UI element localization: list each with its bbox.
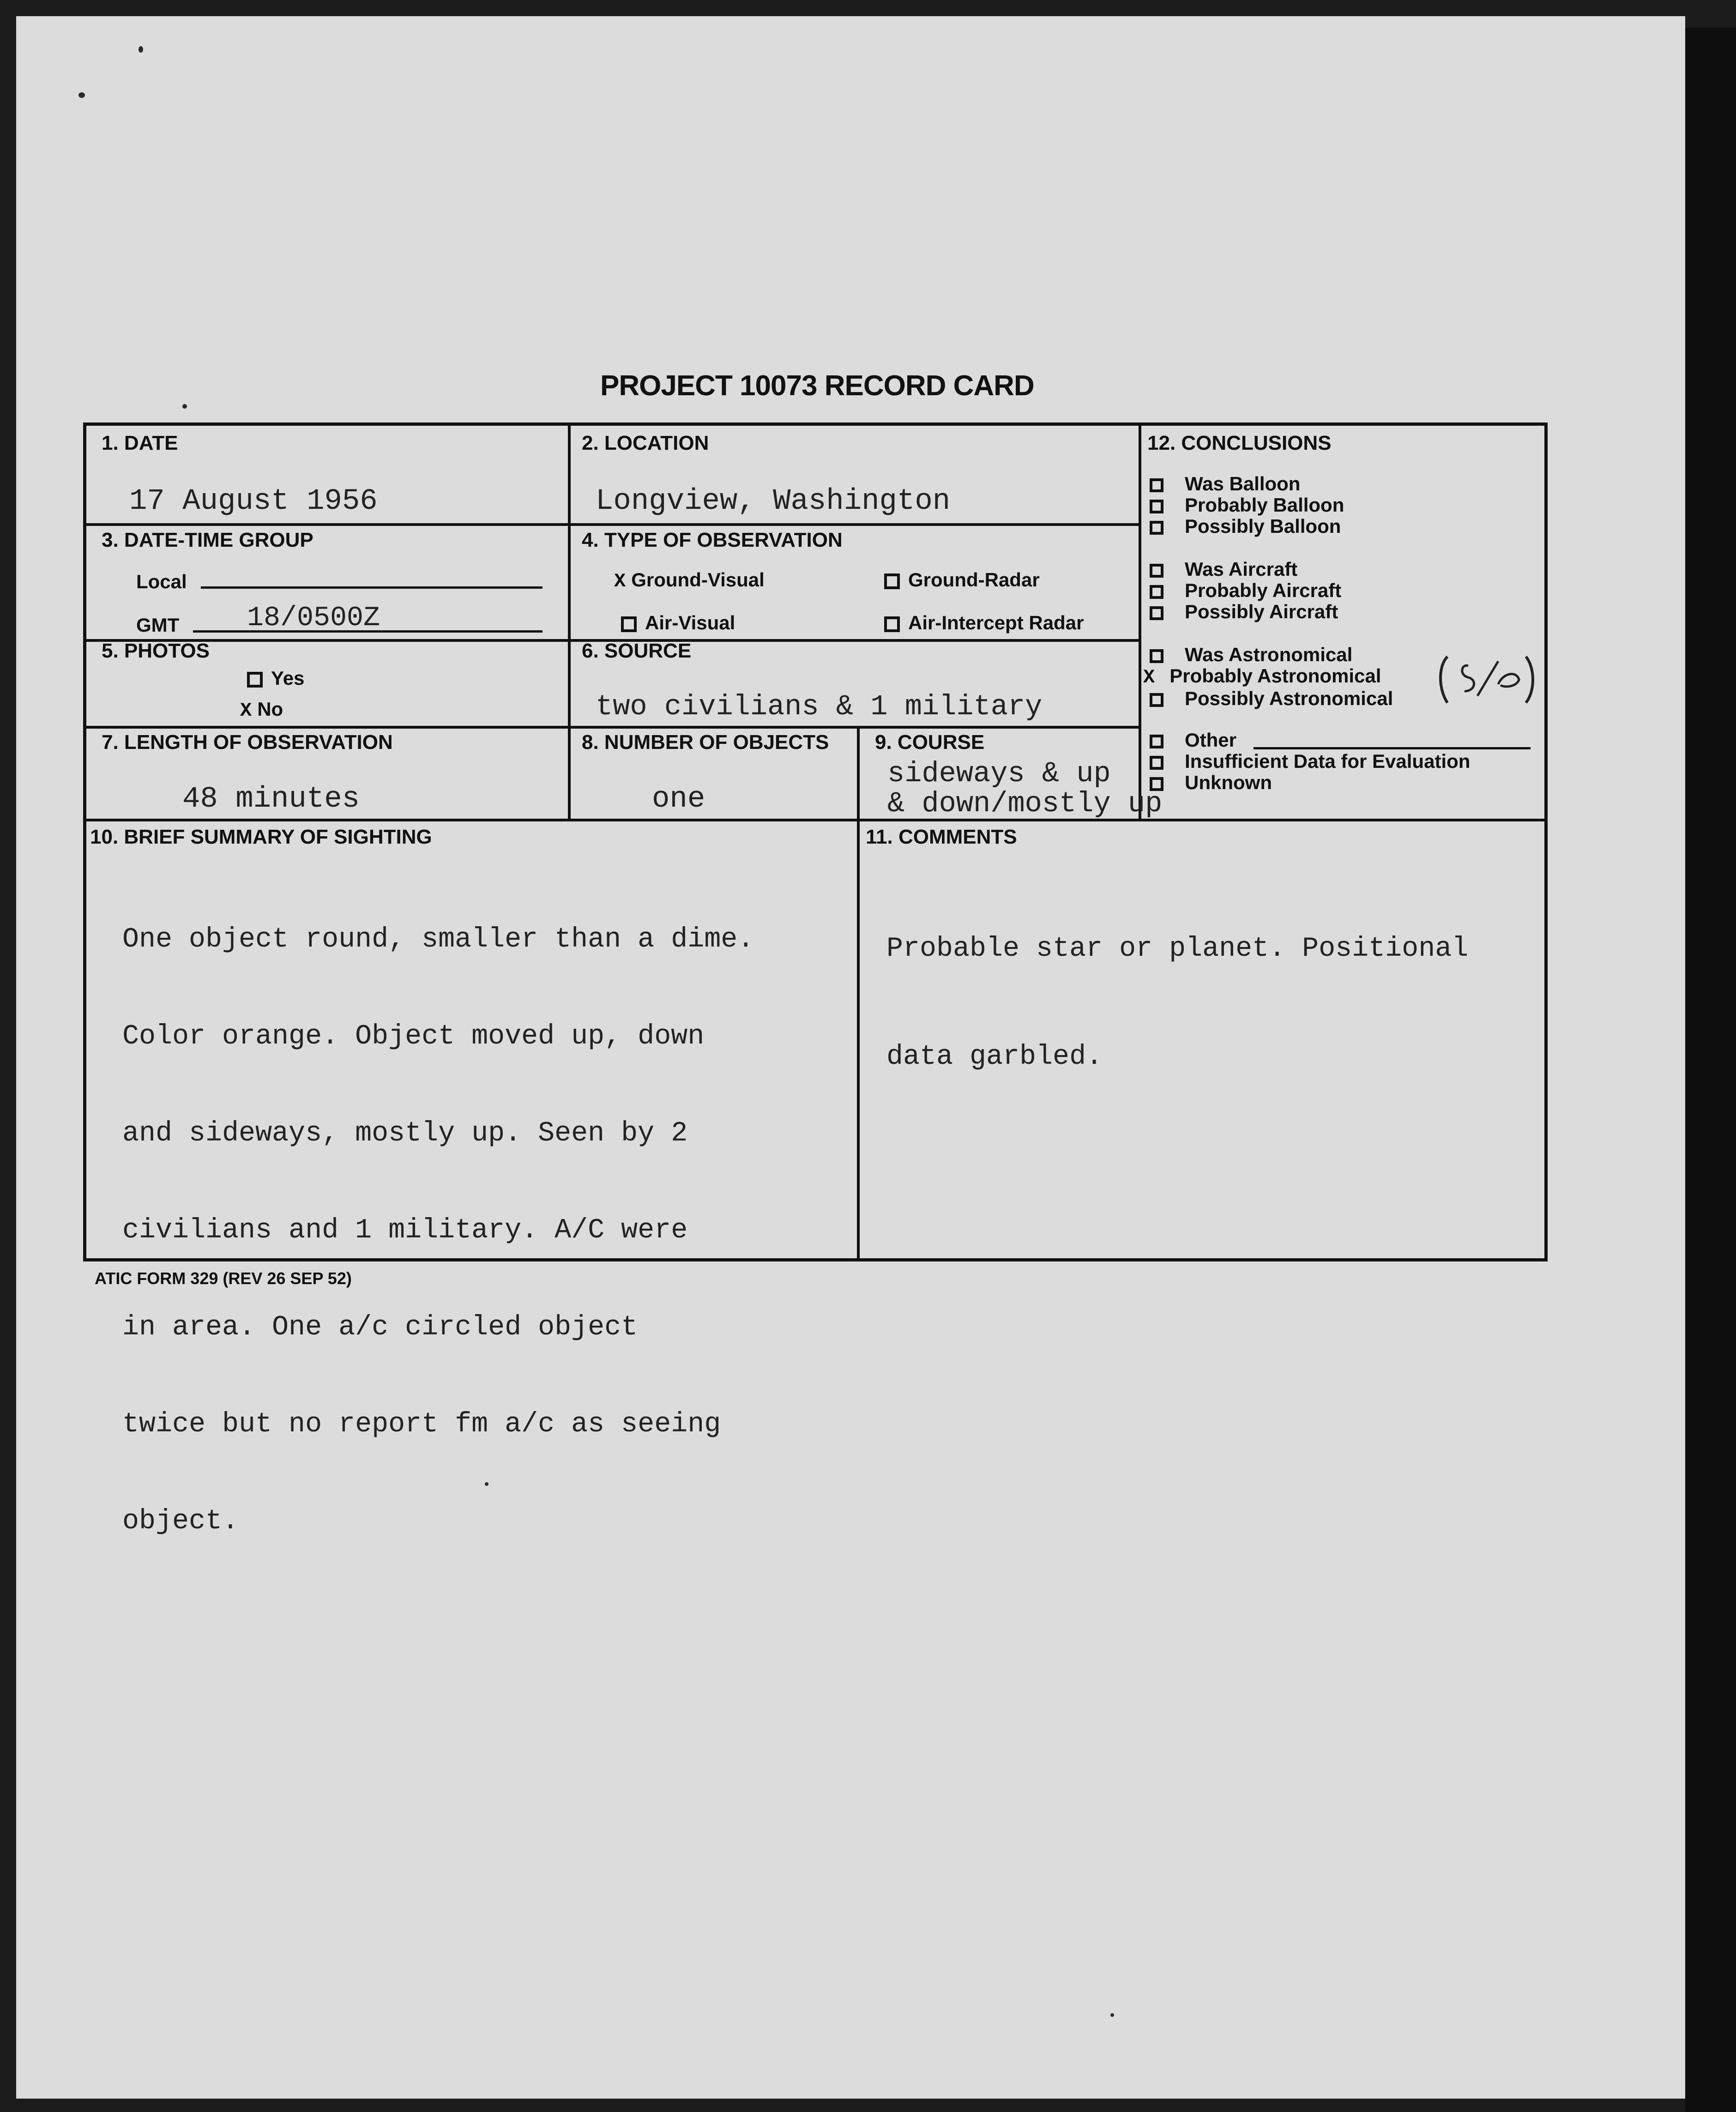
comments-line: data garbled. bbox=[886, 1041, 1103, 1073]
checkbox-icon bbox=[1150, 735, 1163, 748]
scan-speck bbox=[139, 46, 143, 53]
source-value: two civilians & 1 military bbox=[596, 690, 1043, 723]
length-of-observation-label: 7. LENGTH OF OBSERVATION bbox=[102, 731, 393, 754]
checkbox-icon bbox=[1150, 756, 1163, 770]
conclusion-group-other bbox=[1150, 730, 1470, 793]
form-footer: ATIC FORM 329 (REV 26 SEP 52) bbox=[95, 1269, 352, 1288]
checkbox-icon bbox=[247, 672, 263, 688]
conclusion-label: Possibly Aircraft bbox=[1185, 601, 1338, 622]
checkbox-icon bbox=[1150, 585, 1163, 599]
conclusion-label: Probably Astronomical bbox=[1169, 665, 1381, 687]
conclusion-group-astronomical bbox=[1143, 644, 1393, 709]
summary-line: and sideways, mostly up. Seen by 2 bbox=[122, 1118, 688, 1149]
conclusion-label: Was Aircraft bbox=[1185, 558, 1298, 580]
photos-label: 5. PHOTOS bbox=[102, 640, 210, 662]
conclusion-item bbox=[1150, 644, 1393, 665]
option-photos-yes bbox=[247, 667, 304, 689]
date-value: 17 August 1956 bbox=[129, 485, 378, 518]
checkbox-icon bbox=[1150, 500, 1163, 513]
rule bbox=[86, 819, 1546, 821]
conclusion-label: Unknown bbox=[1185, 772, 1272, 793]
checkbox-icon bbox=[1150, 777, 1163, 791]
conclusion-label: Other bbox=[1185, 729, 1237, 751]
checkbox-icon bbox=[1150, 478, 1163, 492]
comments-text bbox=[886, 859, 1607, 1111]
conclusion-label: Insufficient Data for Evaluation bbox=[1185, 750, 1471, 772]
conclusion-item bbox=[1150, 495, 1344, 516]
course-value-line-2: & down/mostly up bbox=[887, 787, 1163, 820]
summary-line: object. bbox=[122, 1506, 239, 1537]
number-of-objects-label: 8. NUMBER OF OBJECTS bbox=[582, 731, 829, 754]
gmt-value: 18/0500Z bbox=[247, 603, 380, 634]
checkbox-icon bbox=[1150, 564, 1163, 578]
checked-mark-icon: X bbox=[614, 570, 626, 592]
number-of-objects-value: one bbox=[652, 783, 705, 816]
conclusion-item bbox=[1150, 772, 1470, 793]
summary-line: Color orange. Object moved up, down bbox=[122, 1021, 705, 1052]
summary-line: One object round, smaller than a dime. bbox=[122, 924, 754, 955]
checkbox-icon bbox=[1150, 649, 1163, 663]
length-of-observation-value: 48 minutes bbox=[182, 783, 360, 816]
location-value: Longview, Washington bbox=[596, 485, 951, 518]
type-of-observation-label: 4. TYPE OF OBSERVATION bbox=[582, 529, 843, 551]
conclusion-item bbox=[1150, 688, 1393, 709]
conclusion-label: Was Balloon bbox=[1185, 473, 1301, 495]
option-label: Ground-Visual bbox=[631, 569, 765, 591]
conclusion-item bbox=[1150, 559, 1341, 580]
local-label: Local bbox=[136, 571, 187, 592]
conclusion-item bbox=[1150, 516, 1344, 537]
checkbox-icon bbox=[884, 616, 900, 632]
scan-speck bbox=[78, 92, 85, 98]
other-underline bbox=[1254, 747, 1531, 749]
checkbox-icon bbox=[1150, 606, 1163, 620]
conclusion-label: Probably Balloon bbox=[1185, 494, 1344, 516]
option-label: Yes bbox=[271, 667, 305, 689]
conclusion-label: Possibly Astronomical bbox=[1185, 688, 1393, 709]
scan-speck bbox=[1110, 2013, 1114, 2017]
summary-line: in area. One a/c circled object bbox=[122, 1312, 638, 1343]
summary-label: 10. BRIEF SUMMARY OF SIGHTING bbox=[90, 826, 432, 848]
conclusion-item-selected bbox=[1143, 665, 1393, 688]
option-photos-no bbox=[240, 698, 283, 722]
checkbox-icon bbox=[1150, 521, 1163, 535]
summary-line: twice but no report fm a/c as seeing bbox=[122, 1409, 721, 1440]
summary-text bbox=[122, 859, 875, 1570]
comments-label: 11. COMMENTS bbox=[866, 826, 1017, 848]
conclusion-label: Probably Aircraft bbox=[1185, 579, 1342, 601]
checkbox-icon bbox=[884, 573, 900, 589]
date-label: 1. DATE bbox=[102, 432, 178, 454]
date-time-group-label: 3. DATE-TIME GROUP bbox=[102, 529, 313, 551]
conclusion-item bbox=[1150, 601, 1341, 622]
location-label: 2. LOCATION bbox=[582, 432, 709, 454]
rule bbox=[1139, 426, 1141, 819]
checked-mark-icon: X bbox=[1143, 666, 1155, 688]
conclusions-label: 12. CONCLUSIONS bbox=[1147, 432, 1332, 454]
option-air-visual bbox=[621, 612, 735, 634]
source-label: 6. SOURCE bbox=[582, 640, 692, 662]
card-title: PROJECT 10073 RECORD CARD bbox=[600, 370, 1034, 402]
conclusion-group-aircraft bbox=[1150, 559, 1341, 622]
course-label: 9. COURSE bbox=[875, 731, 985, 754]
rule bbox=[86, 523, 1139, 526]
checkbox-icon bbox=[1150, 693, 1163, 707]
gmt-label: GMT bbox=[136, 614, 180, 636]
scan-speck bbox=[182, 404, 187, 409]
conclusion-label: Possibly Balloon bbox=[1185, 515, 1341, 537]
checkbox-icon bbox=[621, 616, 637, 632]
scan-edge bbox=[1685, 28, 1736, 2112]
course-value-line-1: sideways & up bbox=[887, 757, 1111, 790]
option-air-intercept-radar bbox=[884, 612, 1084, 634]
conclusion-group-balloon bbox=[1150, 473, 1344, 537]
option-label: No bbox=[257, 698, 283, 720]
rule bbox=[857, 726, 860, 819]
checked-mark-icon: X bbox=[240, 700, 252, 722]
local-underline bbox=[201, 586, 542, 589]
option-label: Air-Intercept Radar bbox=[908, 612, 1084, 634]
option-ground-visual bbox=[614, 569, 765, 592]
summary-line: civilians and 1 military. A/C were bbox=[122, 1215, 688, 1246]
conclusion-label: Was Astronomical bbox=[1185, 644, 1353, 665]
rule bbox=[568, 426, 571, 819]
conclusion-item bbox=[1150, 580, 1341, 601]
option-label: Ground-Radar bbox=[908, 569, 1040, 591]
comments-line: Probable star or planet. Positional bbox=[886, 933, 1469, 965]
handwritten-mark bbox=[1436, 652, 1537, 707]
rule bbox=[86, 726, 1139, 729]
conclusion-item bbox=[1150, 473, 1344, 495]
option-label: Air-Visual bbox=[645, 612, 735, 634]
conclusion-item bbox=[1150, 751, 1470, 772]
option-ground-radar bbox=[884, 569, 1040, 591]
